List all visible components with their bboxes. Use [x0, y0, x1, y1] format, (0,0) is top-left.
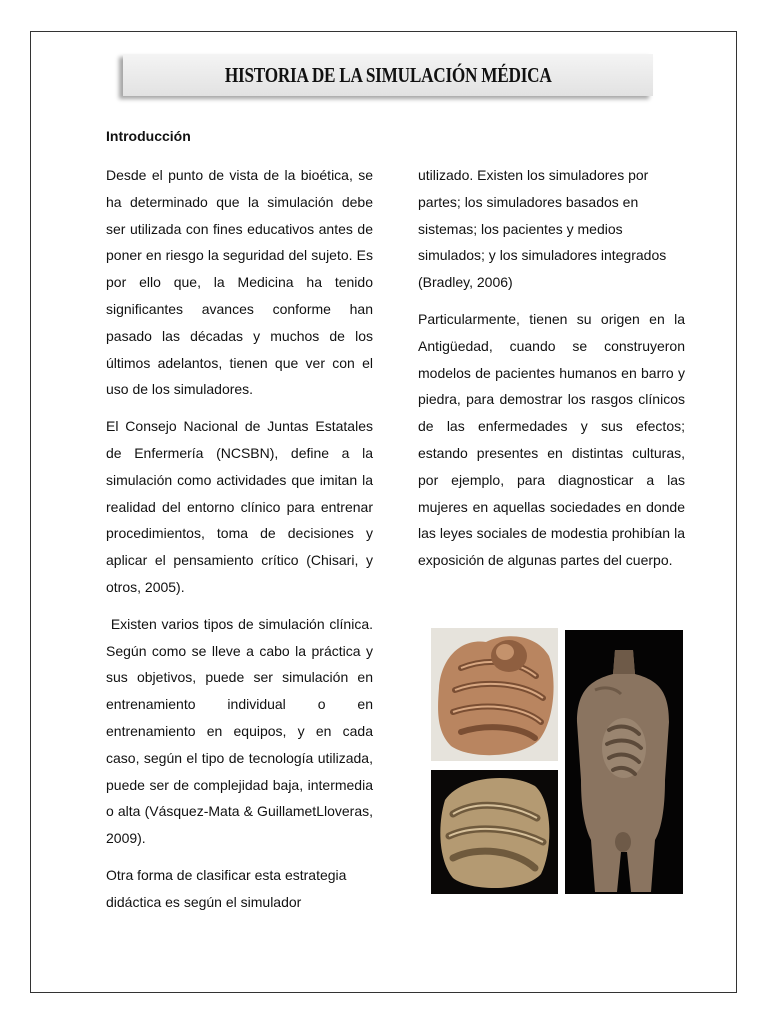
- right-column: [418, 162, 685, 584]
- paragraph-antiquity: Particularmente, tienen su origen en la Antigüedad, cuando se construyeron modelos de pacientes humanos en barro y piedra, para demostrar los rasgos clínicos de las enfermedades y sus efectos; estando presentes en distintas culturas, por ejemplo, para diagnosticar a las mujeres en aquellas sociedades en donde las leyes sociales de modestia prohibían la exposición de algunas partes del cuerpo.: [418, 310, 685, 569]
- title-banner: [123, 54, 653, 96]
- image-clay-intestine-model: [431, 628, 558, 761]
- image-clay-torso-figure: [565, 630, 683, 894]
- paragraph-classification: Otra forma de clasificar esta estrategia didáctica es según el simulador: [106, 866, 347, 910]
- paragraph-simulation-types: Existen varios tipos de simulación clínica. Según como se lleve a cabo la práctica y sus objetivos, puede ser simulación en entrenamiento individual o en entrenamiento en equipos, y en cada caso, según el tipo de tecnología utilizada, puede ser de complejidad baja, intermedia o alta (Vásquez-Mata & GuillametLloveras, 2009).: [106, 615, 377, 847]
- left-column: [106, 162, 377, 926]
- page-title: HISTORIA DE LA SIMULACIÓN MÉDICA: [224, 62, 552, 87]
- section-heading: Introducción: [106, 128, 191, 144]
- paragraph-bioethics: Desde el punto de vista de la bioética, se ha determinado que la simulación debe ser utilizada con fines educativos antes de poner en riesgo la seguridad del sujeto. Es por ello que, la Medicina ha tenido significantes avances conforme han pasado las décadas y muchos de los últimos adelantos, tienen que ver con el uso de los simuladores.: [106, 167, 373, 398]
- paragraph-simulators: utilizado. Existen los simuladores por partes; los simuladores basados en sistemas; los pacientes y medios simulados; y los simuladores integrados (Bradley, 2006): [418, 167, 667, 291]
- figure-ancient-models: [431, 628, 683, 894]
- image-stone-intestine-fragment: [431, 770, 558, 894]
- paragraph-ncsbn: El Consejo Nacional de Juntas Estatales de Enfermería (NCSBN), define a la simulación como actividades que imitan la realidad del entorno clínico para entrenar procedimientos, toma de decisiones y aplicar el pensamiento crítico (Chisari, y otros, 2005).: [106, 418, 373, 595]
